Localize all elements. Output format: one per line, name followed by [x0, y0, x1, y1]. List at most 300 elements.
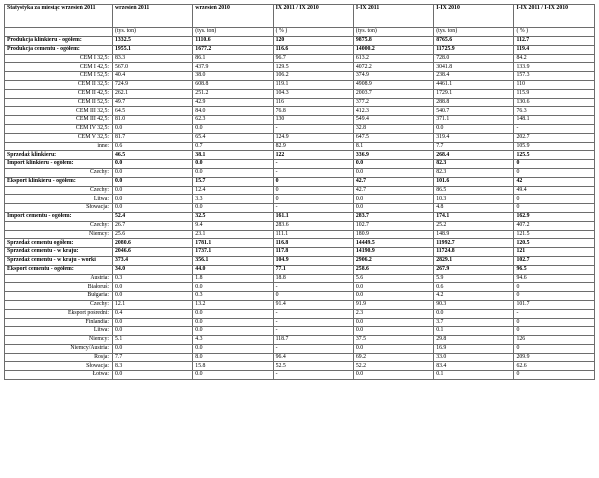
table-cell: 4461.1 — [434, 80, 514, 89]
table-cell: 8.0 — [193, 353, 273, 362]
table-cell: 83.3 — [113, 54, 193, 63]
table-cell: 69.2 — [353, 353, 433, 362]
row-label: Bułgaria: — [5, 292, 113, 301]
table-row — [5, 45, 595, 54]
table-cell: 3.7 — [434, 318, 514, 327]
row-label: CEM II 42,5: — [5, 89, 113, 98]
table-cell: 110 — [514, 80, 594, 89]
table-cell: 101.7 — [514, 300, 594, 309]
table-cell: 567.0 — [113, 63, 193, 72]
header-cell-sep-ratio: IX 2011 / IX 2010 — [273, 5, 353, 28]
table-cell: 0.0 — [113, 160, 193, 169]
table-cell: 157.3 — [514, 72, 594, 81]
table-cell: 76.8 — [273, 107, 353, 116]
unit-cell: (tys. ton) — [353, 28, 433, 37]
table-cell: 202.7 — [514, 133, 594, 142]
row-label: CEM V 32,5: — [5, 133, 113, 142]
table-cell: 119.4 — [514, 45, 594, 54]
table-cell: - — [273, 204, 353, 213]
header-cell-sep-2011: wrzesień 2011 — [113, 5, 193, 28]
table-cell: 262.1 — [113, 89, 193, 98]
row-label: CEM III 42,5: — [5, 116, 113, 125]
table-cell: 0 — [514, 292, 594, 301]
table-row — [5, 256, 595, 265]
table-cell: 0 — [514, 283, 594, 292]
table-cell: 40.4 — [113, 72, 193, 81]
row-label: CEM IV 32,5: — [5, 124, 113, 133]
unit-cell — [5, 28, 113, 37]
table-cell: 49.7 — [113, 98, 193, 107]
table-subrow — [5, 362, 595, 371]
table-cell: - — [273, 344, 353, 353]
row-label: Łotwa: — [5, 371, 113, 380]
statistics-table — [4, 4, 595, 380]
table-cell: 209.9 — [514, 353, 594, 362]
table-cell: 42 — [514, 177, 594, 186]
table-subrow — [5, 283, 595, 292]
table-cell: 116.8 — [273, 239, 353, 248]
table-cell: 0.0 — [193, 309, 273, 318]
table-cell: 25.2 — [434, 221, 514, 230]
table-cell: 13.2 — [193, 300, 273, 309]
table-subrow — [5, 204, 595, 213]
table-cell: 10.3 — [434, 195, 514, 204]
table-cell: 8765.6 — [434, 37, 514, 46]
table-cell: 33.0 — [434, 353, 514, 362]
table-subrow — [5, 221, 595, 230]
table-subrow — [5, 142, 595, 151]
row-label: Sprzedaż klinkieru: — [5, 151, 113, 160]
table-cell: 0.0 — [193, 371, 273, 380]
table-cell: 133.9 — [514, 63, 594, 72]
row-label: CEM III 32,5: — [5, 107, 113, 116]
table-cell: 62.3 — [193, 116, 273, 125]
row-label: Czechy: — [5, 186, 113, 195]
table-body — [5, 37, 595, 380]
table-cell: 0.0 — [353, 204, 433, 213]
table-cell: 44.0 — [193, 265, 273, 274]
table-cell: 18.8 — [273, 274, 353, 283]
table-cell: 1677.2 — [193, 45, 273, 54]
table-cell: 32.8 — [353, 124, 433, 133]
table-cell: 37.5 — [353, 336, 433, 345]
table-cell: 29.8 — [434, 336, 514, 345]
table-cell: 0.0 — [353, 160, 433, 169]
table-row — [5, 160, 595, 169]
table-cell: 0.0 — [113, 186, 193, 195]
table-cell: 0 — [514, 318, 594, 327]
table-cell: - — [273, 309, 353, 318]
row-label: Rosja: — [5, 353, 113, 362]
table-cell: 130.6 — [514, 98, 594, 107]
table-cell: 96.4 — [273, 353, 353, 362]
table-cell: 0.0 — [353, 283, 433, 292]
unit-cell: (tys. ton) — [193, 28, 273, 37]
table-subrow — [5, 124, 595, 133]
table-cell: 101.6 — [434, 177, 514, 186]
table-cell: 84.0 — [193, 107, 273, 116]
row-label: Słowacja: — [5, 204, 113, 213]
table-cell: 0.0 — [113, 195, 193, 204]
table-cell: 119.1 — [273, 80, 353, 89]
table-cell: 1332.5 — [113, 37, 193, 46]
table-cell: 15.8 — [193, 362, 273, 371]
table-cell: 1729.1 — [434, 89, 514, 98]
table-cell: 105.9 — [514, 142, 594, 151]
table-cell: 4072.2 — [353, 63, 433, 72]
table-cell: 7.7 — [113, 353, 193, 362]
table-cell: 49.4 — [514, 186, 594, 195]
row-label: Produkcja cementu - ogółem: — [5, 45, 113, 54]
table-cell: 42.7 — [353, 177, 433, 186]
table-cell: 77.1 — [273, 265, 353, 274]
table-cell: 8.3 — [113, 362, 193, 371]
table-subrow — [5, 336, 595, 345]
table-cell: 62.6 — [514, 362, 594, 371]
table-cell: 0.7 — [193, 142, 273, 151]
row-label: Niemcy: — [5, 336, 113, 345]
table-cell: - — [273, 160, 353, 169]
table-subrow — [5, 195, 595, 204]
table-cell: 102.7 — [353, 221, 433, 230]
table-cell: 14449.5 — [353, 239, 433, 248]
table-subrow — [5, 344, 595, 353]
table-subrow — [5, 116, 595, 125]
table-cell: 0.0 — [113, 292, 193, 301]
table-cell: 258.6 — [353, 265, 433, 274]
row-label: Litwa: — [5, 195, 113, 204]
table-cell: 336.9 — [353, 151, 433, 160]
table-subrow — [5, 133, 595, 142]
table-cell: 0.6 — [434, 283, 514, 292]
table-cell: 540.7 — [434, 107, 514, 116]
row-label: Import klinkieru - ogółem: — [5, 160, 113, 169]
table-cell: 0.3 — [113, 274, 193, 283]
table-cell: 15.7 — [193, 177, 273, 186]
table-cell: 647.5 — [353, 133, 433, 142]
row-label: CEM II 32,5: — [5, 80, 113, 89]
table-subrow — [5, 80, 595, 89]
table-cell: 0.1 — [434, 371, 514, 380]
table-cell: 0.0 — [193, 283, 273, 292]
row-label: Eksport klinkieru - ogółem: — [5, 177, 113, 186]
table-cell: 238.4 — [434, 72, 514, 81]
table-cell: 76.3 — [514, 107, 594, 116]
table-cell: 356.1 — [193, 256, 273, 265]
table-cell: 1737.1 — [193, 248, 273, 257]
table-cell: 96.5 — [514, 265, 594, 274]
table-cell: 0 — [514, 168, 594, 177]
table-cell: 9.4 — [193, 221, 273, 230]
table-cell: 26.7 — [113, 221, 193, 230]
table-cell: 23.1 — [193, 230, 273, 239]
table-cell: 12.1 — [113, 300, 193, 309]
row-label: CEM I 52,5: — [5, 72, 113, 81]
table-row — [5, 239, 595, 248]
header-cell-ytd-2011: I-IX 2011 — [353, 5, 433, 28]
table-cell: 0.0 — [113, 204, 193, 213]
table-cell: - — [273, 371, 353, 380]
table-cell: 268.4 — [434, 151, 514, 160]
table-cell: - — [514, 124, 594, 133]
table-cell: - — [273, 168, 353, 177]
table-cell: 283.7 — [353, 212, 433, 221]
row-label: CEM II 52,5: — [5, 98, 113, 107]
table-cell: 32.5 — [193, 212, 273, 221]
table-cell: 96.7 — [273, 54, 353, 63]
table-subrow — [5, 371, 595, 380]
table-cell: 106.2 — [273, 72, 353, 81]
row-label: Słowacja: — [5, 362, 113, 371]
table-cell: 0.1 — [434, 327, 514, 336]
table-cell: 125.5 — [514, 151, 594, 160]
table-subrow — [5, 54, 595, 63]
table-cell: 16.9 — [434, 344, 514, 353]
table-cell: 0.0 — [113, 371, 193, 380]
table-subrow — [5, 274, 595, 283]
table-cell: 4.2 — [434, 292, 514, 301]
table-cell: 7.7 — [434, 142, 514, 151]
table-row — [5, 265, 595, 274]
row-label: Sprzedaż cementu - w kraju - workі — [5, 256, 113, 265]
table-cell: 94.6 — [514, 274, 594, 283]
table-cell: 112.7 — [514, 37, 594, 46]
table-row — [5, 212, 595, 221]
table-subrow — [5, 309, 595, 318]
table-cell: 8.1 — [353, 142, 433, 151]
table-cell: 9875.8 — [353, 37, 433, 46]
row-label: Import cementu - ogółem: — [5, 212, 113, 221]
table-cell: 0 — [514, 327, 594, 336]
table-cell: 122 — [273, 151, 353, 160]
table-cell: 148.9 — [434, 230, 514, 239]
header-cell-period: Statystyka za miesiąc wrzesień 2011 — [5, 5, 113, 28]
table-cell: 82.3 — [434, 168, 514, 177]
table-cell: 0.0 — [434, 309, 514, 318]
table-cell: 0.0 — [353, 168, 433, 177]
table-cell: 5.1 — [113, 336, 193, 345]
table-cell: 120.5 — [514, 239, 594, 248]
table-cell: 613.2 — [353, 54, 433, 63]
table-cell: 0 — [514, 160, 594, 169]
units-row — [5, 28, 595, 37]
table-cell: 0 — [273, 186, 353, 195]
table-cell: 2906.2 — [353, 256, 433, 265]
table-cell: 4.3 — [193, 336, 273, 345]
table-cell: 0.0 — [113, 177, 193, 186]
table-cell: 1110.6 — [193, 37, 273, 46]
table-cell: 174.1 — [434, 212, 514, 221]
table-row — [5, 151, 595, 160]
table-cell: 2829.1 — [434, 256, 514, 265]
table-row — [5, 177, 595, 186]
table-cell: 0.0 — [353, 195, 433, 204]
table-subrow — [5, 72, 595, 81]
table-cell: 1955.1 — [113, 45, 193, 54]
table-cell: 373.4 — [113, 256, 193, 265]
table-cell: 161.1 — [273, 212, 353, 221]
table-cell: 42.9 — [193, 98, 273, 107]
table-subrow — [5, 300, 595, 309]
header-cell-ytd-2010: I-IX 2010 — [434, 5, 514, 28]
table-cell: - — [273, 327, 353, 336]
table-cell: 0.0 — [353, 344, 433, 353]
table-header — [5, 5, 595, 37]
table-cell: 118.7 — [273, 336, 353, 345]
table-cell: 0.0 — [113, 168, 193, 177]
table-cell: 437.9 — [193, 63, 273, 72]
table-cell: 267.9 — [434, 265, 514, 274]
table-cell: 0.0 — [353, 318, 433, 327]
table-cell: 116 — [273, 98, 353, 107]
table-cell: 0.0 — [113, 344, 193, 353]
table-subrow — [5, 63, 595, 72]
table-cell: 42.7 — [353, 186, 433, 195]
table-cell: 0.0 — [193, 124, 273, 133]
table-subrow — [5, 318, 595, 327]
row-label: Białoruś: — [5, 283, 113, 292]
unit-cell: ( % ) — [273, 28, 353, 37]
table-cell: 0 — [514, 371, 594, 380]
table-cell: 104.9 — [273, 256, 353, 265]
table-subrow — [5, 89, 595, 98]
table-subrow — [5, 186, 595, 195]
table-cell: 0.0 — [113, 327, 193, 336]
row-label: CEM I 42,5: — [5, 63, 113, 72]
row-label: Niemcy: — [5, 230, 113, 239]
table-cell: 0.0 — [353, 371, 433, 380]
table-cell: 81.0 — [113, 116, 193, 125]
header-cell-ytd-ratio: I-IX 2011 / I-IX 2010 — [514, 5, 594, 28]
table-cell: 549.4 — [353, 116, 433, 125]
table-row — [5, 37, 595, 46]
table-cell: 2.3 — [353, 309, 433, 318]
row-label: Litwa: — [5, 327, 113, 336]
table-cell: 0.6 — [113, 142, 193, 151]
table-cell: 83.4 — [434, 362, 514, 371]
table-cell: 0 — [514, 344, 594, 353]
row-label: inne: — [5, 142, 113, 151]
table-cell: 11724.8 — [434, 248, 514, 257]
table-cell: 0.0 — [193, 204, 273, 213]
table-cell: 251.2 — [193, 89, 273, 98]
table-cell: 52.5 — [273, 362, 353, 371]
table-cell: 0 — [273, 292, 353, 301]
row-label: Finlandia: — [5, 318, 113, 327]
table-cell: 608.8 — [193, 80, 273, 89]
table-cell: 180.9 — [353, 230, 433, 239]
table-cell: 91.9 — [353, 300, 433, 309]
row-label: Eksport cementu - ogółem: — [5, 265, 113, 274]
table-cell: 728.0 — [434, 54, 514, 63]
table-cell: 64.5 — [113, 107, 193, 116]
unit-cell: ( % ) — [514, 28, 594, 37]
row-label: Eksport pośredni: — [5, 309, 113, 318]
table-cell: 116.6 — [273, 45, 353, 54]
row-label: Produkcja klinkieru - ogółem: — [5, 37, 113, 46]
table-cell: 86.5 — [434, 186, 514, 195]
table-cell: 0.3 — [193, 292, 273, 301]
table-subrow — [5, 107, 595, 116]
table-cell: 25.6 — [113, 230, 193, 239]
table-cell: 0.0 — [113, 124, 193, 133]
row-label: Czechy: — [5, 221, 113, 230]
row-label: CEM I 32,5: — [5, 54, 113, 63]
table-cell: 0.0 — [193, 344, 273, 353]
row-label: Czechy: — [5, 168, 113, 177]
table-cell: 82.9 — [273, 142, 353, 151]
table-subrow — [5, 353, 595, 362]
table-cell: - — [273, 283, 353, 292]
table-cell: 34.0 — [113, 265, 193, 274]
table-cell: 0.0 — [353, 327, 433, 336]
table-subrow — [5, 230, 595, 239]
table-cell: 11725.9 — [434, 45, 514, 54]
row-label: Sprzedaż cementu - w kraju: — [5, 248, 113, 257]
table-cell: 115.9 — [514, 89, 594, 98]
table-cell: 120 — [273, 37, 353, 46]
table-cell: 4908.9 — [353, 80, 433, 89]
table-cell: 129.5 — [273, 63, 353, 72]
table-cell: - — [273, 318, 353, 327]
table-cell: 11992.7 — [434, 239, 514, 248]
table-cell: 412.3 — [353, 107, 433, 116]
table-cell: 14000.2 — [353, 45, 433, 54]
table-cell: 377.2 — [353, 98, 433, 107]
table-cell: 0.0 — [193, 168, 273, 177]
table-cell: 0 — [514, 204, 594, 213]
table-cell: 81.7 — [113, 133, 193, 142]
table-cell: 0 — [273, 195, 353, 204]
table-cell: 82.3 — [434, 160, 514, 169]
table-cell: - — [273, 124, 353, 133]
row-label: Czechy: — [5, 300, 113, 309]
table-cell: 0.0 — [193, 327, 273, 336]
table-subrow — [5, 98, 595, 107]
table-cell: 2003.7 — [353, 89, 433, 98]
table-cell: 84.2 — [514, 54, 594, 63]
table-cell: 162.9 — [514, 212, 594, 221]
table-cell: 52.2 — [353, 362, 433, 371]
table-cell: 104.3 — [273, 89, 353, 98]
table-cell: 4.8 — [434, 204, 514, 213]
table-cell: 148.1 — [514, 116, 594, 125]
table-cell: 130 — [273, 116, 353, 125]
table-cell: 14190.9 — [353, 248, 433, 257]
table-cell: 1781.1 — [193, 239, 273, 248]
table-cell: 52.4 — [113, 212, 193, 221]
table-cell: 126 — [514, 336, 594, 345]
table-cell: 0.0 — [353, 292, 433, 301]
table-cell: 374.9 — [353, 72, 433, 81]
table-cell: 46.5 — [113, 151, 193, 160]
row-label: Sprzedaż cementu ogółem: — [5, 239, 113, 248]
table-cell: 1.8 — [193, 274, 273, 283]
table-cell: 117.8 — [273, 248, 353, 257]
table-subrow — [5, 292, 595, 301]
table-cell: 38.0 — [193, 72, 273, 81]
table-cell: 102.7 — [514, 256, 594, 265]
header-row — [5, 5, 595, 28]
table-subrow — [5, 168, 595, 177]
table-cell: 111.1 — [273, 230, 353, 239]
table-cell: 2080.6 — [113, 239, 193, 248]
table-cell: 91.4 — [273, 300, 353, 309]
table-cell: 65.4 — [193, 133, 273, 142]
unit-cell: (tys. ton) — [434, 28, 514, 37]
table-cell: 90.3 — [434, 300, 514, 309]
table-cell: 0.0 — [193, 160, 273, 169]
